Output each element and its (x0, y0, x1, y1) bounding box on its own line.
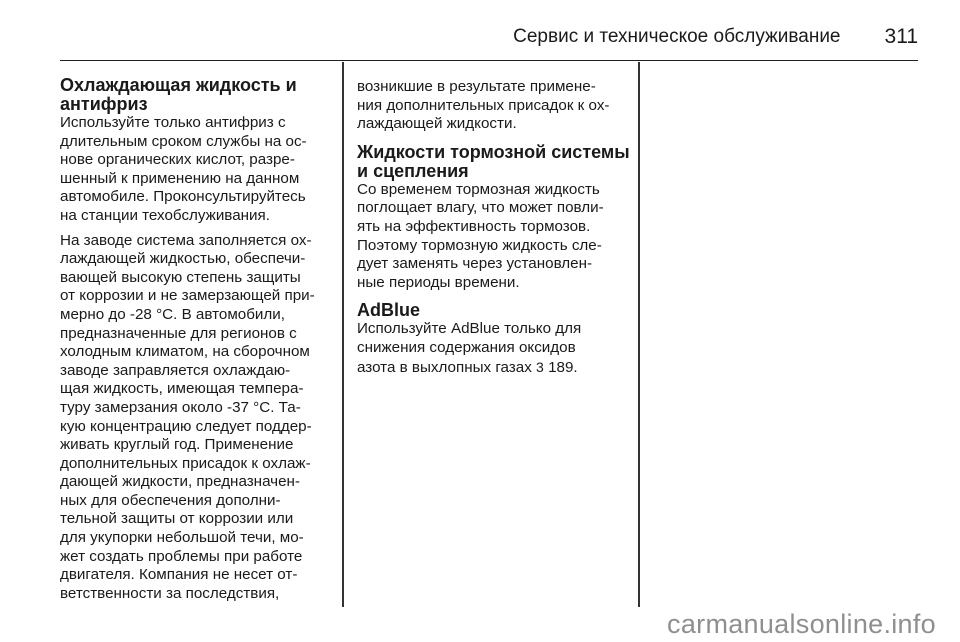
page-reference-arrow-icon: 3 (536, 358, 544, 375)
paragraph-factory-fill: На заводе система заполняется ох- лаждающей жидкостью, обеспечи- вающей высокую степень защиты от коррозии и не замерзающей при- мерно до -28 °C. В автомобили, предназначенные для регионов с холодным климатом, на сборочном заводе заправляется охлаждаю- щая жидкость, имеющая темпера- туру замерзания около -37 °C. Та- кую концентрацию следует поддер- живать круглый год. Применение дополнительных присадок к охлаж- дающей жидкости, предназначен- ных для обеспечения дополни- тельной защиты от коррозии или для укупорки небольшой течи, мо- жет создать проблемы при работе двигателя. Компания не несет от- ветственности за последствия, (60, 231, 315, 602)
column-left (60, 62, 340, 603)
paragraph-brake-fluid: Со временем тормозная жидкость поглощает влагу, что может повли- ять на эффективность тормозов. Поэтому тормозную жидкость сле- дует заменять через установлен- ные периоды времени. (357, 180, 604, 291)
page-header (60, 14, 918, 61)
column-divider-left (342, 62, 344, 607)
watermark: carmanualsonline.info (667, 609, 936, 639)
paragraph-continuation: возникшие в результате примене- ния дополнительных присадок к ох- лаждающей жидкости. (357, 78, 610, 133)
section-heading-adblue: AdBlue (357, 300, 420, 321)
page-number: 311 (884, 25, 918, 48)
section-heading-brake-fluid: Жидкости тормозной системы и сцепления (357, 141, 630, 181)
column-divider-right (638, 62, 640, 607)
column-middle (357, 62, 629, 377)
page-reference-link[interactable]: 189. (548, 358, 578, 376)
section-heading-coolant: Охлаждающая жидкость и антифриз (60, 75, 297, 114)
paragraph-antifreeze-usage: Используйте только антифриз с длительным сроком службы на ос- нове органических кислот, разре- шенный к применению на данном автомобиле. Проконсультируйтесь на станции техобслуживания. (60, 114, 307, 224)
paragraph-adblue: Используйте AdBlue только для снижения содержания оксидов азота в выхлопных газах 3 189. (357, 320, 582, 376)
page-header-title: Сервис и техническое обслуживание (513, 26, 841, 47)
